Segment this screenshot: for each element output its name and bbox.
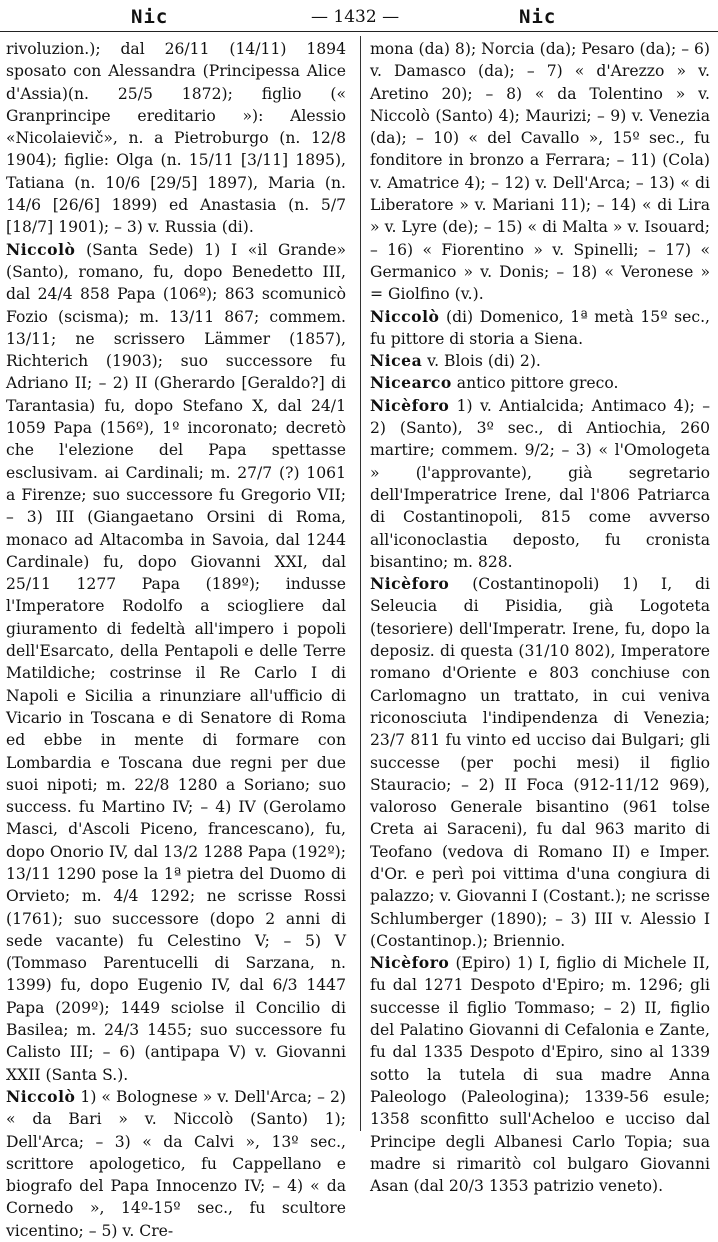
entry-continuation bbox=[370, 38, 710, 306]
header-rule bbox=[0, 31, 718, 32]
entry-text: antico pittore greco. bbox=[451, 374, 619, 393]
entry-niccolo-santa-sede bbox=[6, 239, 346, 1086]
entry-niceforo-epiro bbox=[370, 952, 710, 1197]
entry-text: (Costantinopoli) 1) I, di Seleucia di Pisidia, già Logoteta (tesoriere) dell'Imperatr. Irene, fu, dopo la deposiz. di questa (31/10 802), Imperatore romano d'Oriente e 803 conchiuse con Carlomagno un trattato, in cui veniva riconosciuta l'indipendenza di Venezia; 23/7 811 fu vinto ed ucciso dai Bulgari; gli successe (per pochi mesi) il figlio Stauracio; – 2) II Foca (912-11/12 969), valoroso Generale bisantino (961 tolse Creta ai Saraceni), fu dal 963 marito di Teofano (vedova di Romano II) e Imper. d'Or. e perì poi vittima d'una congiura di palazzo; v. Giovanni I (Costant.); ne scrisse Schlumberger (1890); – 3) III v. Alessio I (Costantinop.); Briennio. bbox=[370, 575, 710, 950]
headword: Nicèforo bbox=[370, 574, 450, 594]
page-header bbox=[0, 0, 718, 34]
entry-niccolo-various bbox=[6, 1086, 346, 1242]
entry-nicearco bbox=[370, 372, 710, 394]
entry-text: rivoluzion.); dal 26/11 (14/11) 1894 sposato con Alessandra (Principessa Alice d'Assia)(n. 25/5 1872); figlio (« Granprincipe ereditario »): Alessio «Nicolaievič», n. a Pietroburgo (n. 12/8 1904); figlie: Olga (n. 15/11 [3/11] 1895), Tatiana (n. 10/6 [29/5] 1897), Maria (n. 14/6 [26/6] 1899) ed Anastasia (n. 5/7 [18/7] 1901); – 3) v. Russia (di). bbox=[6, 40, 346, 237]
headword: Nicea bbox=[370, 351, 423, 371]
running-head-right: Nic bbox=[519, 6, 557, 28]
headword: Niccolò bbox=[6, 1086, 76, 1106]
headword: Niccolò bbox=[370, 306, 440, 326]
right-column bbox=[370, 38, 710, 1197]
entry-nicea bbox=[370, 350, 710, 372]
headword: Niccolò bbox=[6, 239, 76, 259]
entry-niccolo-domenico bbox=[370, 306, 710, 351]
running-head-left: Nic bbox=[131, 6, 169, 28]
entry-text: (di) Domenico, 1ª metà 15º sec., fu pittore di storia a Siena. bbox=[370, 307, 710, 348]
left-column bbox=[6, 38, 346, 1242]
entry-text: v. Blois (di) 2). bbox=[422, 352, 541, 371]
entry-text: (Santa Sede) 1) I «il Grande» (Santo), romano, fu, dopo Benedetto III, dal 24/4 858 Papa (106º); 863 scomunicò Fozio (scisma); m. 13/11 867; commem. 13/11; ne scrissero Lämmer (1857), Richterich (1903); suo successore fu Adriano II; – 2) II (Gherardo [Geraldo?] di Tarantasia) fu, dopo Stefano X, dal 24/1 1059 Papa (156º), 1º incoronato; decretò che l'elezione del Papa spettasse esclusivam. ai Cardinali; m. 27/7 (?) 1061 a Firenze; suo successore fu Gregorio VII; – 3) III (Giangaetano Orsini di Roma, monaco ad Altacomba in Savoia, dal 1244 Cardinale) fu, dopo Giovanni XXI, dal 25/11 1277 Papa (189º); indusse l'Imperatore Rodolfo a sciogliere dal giuramento di fedeltà all'impero i popoli dell'Esarcato, della Pentapoli e delle Terre Matildiche; costrinse il Re Carlo I di Napoli e Sicilia a rinunziare all'ufficio di Vicario in Toscana e di Senatore di Roma ed ebbe in mente di formare con Lombardia e Toscana due regni per due suoi nipoti; m. 22/8 1280 a Soriano; suo success. fu Martino IV; – 4) IV (Gerolamo Masci, d'Ascoli Piceno, francescano), fu, dopo Onorio IV, dal 13/2 1288 Papa (192º); 13/11 1290 pose la 1ª pietra del Duomo di Orvieto; m. 4/4 1292; ne scrisse Rossi (1761); suo successore (dopo 2 anni di sede vacante) fu Celestino V; – 5) V (Tommaso Parentucelli di Sarzana, n. 1399) fu, dopo Eugenio IV, dal 6/3 1447 Papa (209º); 1449 sciolse il Concilio di Basilea; m. 24/3 1455; suo successore fu Calisto III; – 6) (antipapa V) v. Giovanni XXII (Santa S.). bbox=[6, 240, 346, 1084]
entry-niceforo-costantinopoli bbox=[370, 573, 710, 952]
entry-text: 1) « Bolognese » v. Dell'Arca; – 2) « da Bari » v. Niccolò (Santo) 1); Dell'Arca; – 3) « da Calvi », 13º sec., scrittore apologetico, fu Cappellano e biografo del Papa Innocenzo IV; – 4) « da Cornedo », 14º-15º sec., fu scultore vicentino; – 5) v. Cre- bbox=[6, 1087, 346, 1240]
column-divider bbox=[360, 36, 361, 1131]
entry-niceforo-1 bbox=[370, 395, 710, 573]
headword: Nicearco bbox=[370, 373, 452, 393]
entry-continuation bbox=[6, 38, 346, 239]
entry-text: mona (da) 8); Norcia (da); Pesaro (da); – 6) v. Damasco (da); – 7) « d'Arezzo » v. Aretino 20); – 8) « da Tolentino » v. Niccolò (Santo) 4); Maurizi; – 9) v. Venezia (da); – 10) « del Cavallo », 15º sec., fu fonditore in bronzo a Ferrara; – 11) (Cola) v. Amatrice 4); – 12) v. Dell'Arca; – 13) « di Liberatore » v. Mariani 11); – 14) « di Lira » v. Lyre (de); – 15) « di Malta » v. Isouard; – 16) « Fiorentino » v. Spinelli; – 17) « Germanico » v. Donis; – 18) « Veronese » = Giolfino (v.). bbox=[370, 40, 710, 304]
page-number: — 1432 — bbox=[311, 7, 400, 27]
entry-text: (Epiro) 1) I, figlio di Michele II, fu dal 1271 Despoto d'Epiro; m. 1296; gli successe il figlio Tommaso; – 2) II, figlio del Palatino Giovanni di Cefalonia e Zante, fu dal 1335 Despoto d'Epiro, sino al 1339 sotto la tutela di sua madre Anna Paleologo (Paleologina); 1339-56 esule; 1358 sconfitto sull'Acheloo e ucciso dal Principe degli Albanesi Carlo Topia; sua madre si rimaritò col bulgaro Giovanni Asan (dal 20/3 1353 patrizio veneto). bbox=[370, 954, 710, 1196]
headword: Nicèforo bbox=[370, 395, 450, 415]
headword: Nicèforo bbox=[370, 953, 450, 973]
entry-text: 1) v. Antialcida; Antimaco 4); – 2) (Santo), 3º sec., di Antiochia, 260 martire; commem. 9/2; – 3) « l'Omologeta » (l'approvante), già segretario dell'Imperatrice Irene, dal l'806 Patriarca di Costantinopoli, 815 come avverso all'iconoclastia deposto, fu cronista bisantino; m. 828. bbox=[370, 396, 710, 571]
